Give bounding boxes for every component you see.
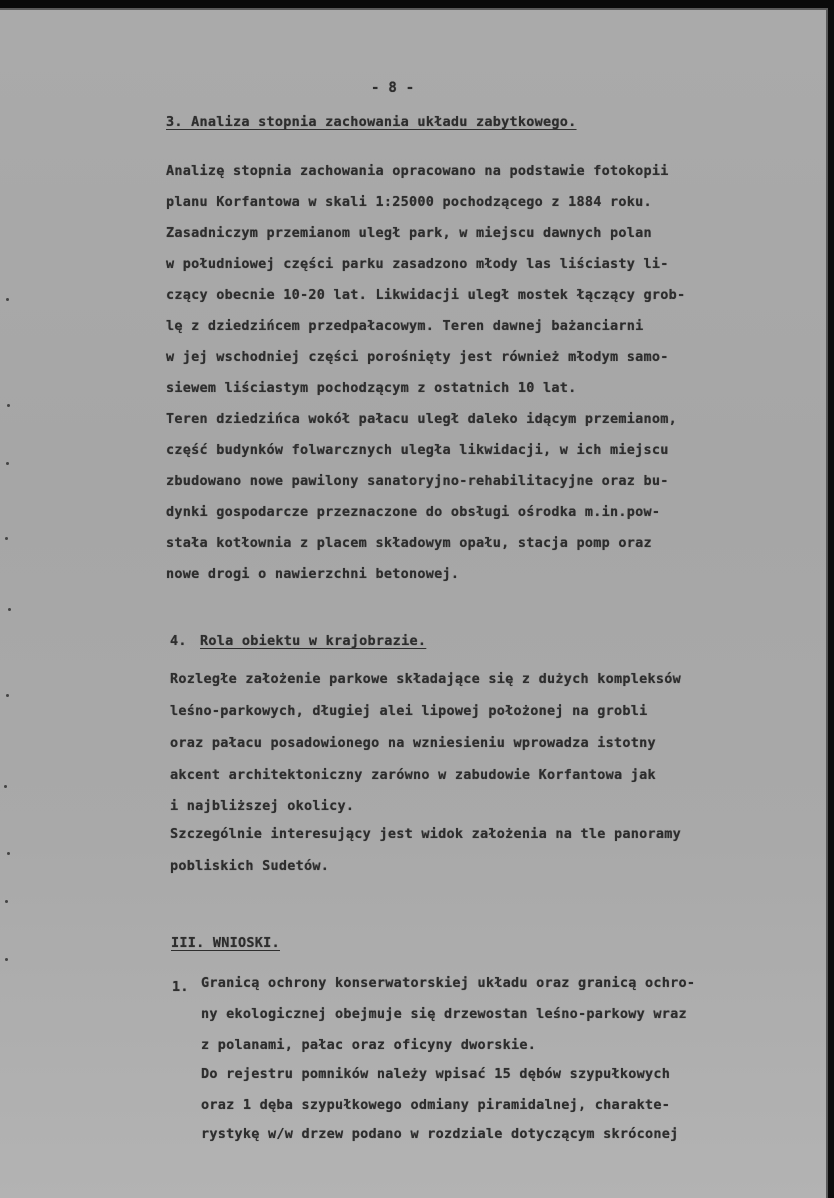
section-3-line: lę z dziedzińcem przedpałacowym. Teren dawnej bażanciarni — [166, 318, 644, 334]
section-3-line: siewem liściastym pochodzącym z ostatnich 10 lat. — [166, 380, 577, 396]
section-4-line: leśno-parkowych, długiej alei lipowej położonej na grobli — [170, 703, 648, 719]
section-3-heading: 3. Analiza stopnia zachowania układu zabytkowego. — [166, 114, 577, 130]
section-4-heading-number: 4. — [170, 633, 187, 649]
margin-mark — [6, 298, 9, 301]
section-3-line: w jej wschodniej części porośnięty jest również młodym samo- — [166, 349, 669, 365]
section-iii-heading: III. WNIOSKI. — [171, 935, 280, 951]
margin-mark — [5, 537, 8, 540]
section-3-line: Analizę stopnia zachowania opracowano na podstawie fotokopii — [166, 163, 669, 179]
section-3-line: Zasadniczym przemianom uległ park, w miejscu dawnych polan — [166, 225, 652, 241]
section-3-line: stała kotłownia z placem składowym opału, stacja pomp oraz — [166, 535, 652, 551]
margin-mark — [5, 958, 8, 961]
margin-mark — [7, 852, 10, 855]
section-3-line: część budynków folwarcznych uległa likwidacji, w ich miejscu — [166, 442, 669, 458]
item-1-number: 1. — [172, 979, 189, 995]
section-3-line: Teren dziedzińca wokół pałacu uległ daleko idącym przemianom, — [166, 411, 678, 427]
margin-mark — [7, 404, 10, 407]
page-number: - 8 - — [371, 80, 415, 96]
section-4-line: Rozległe założenie parkowe składające się z dużych kompleksów — [170, 671, 682, 687]
item-1-line: Do rejestru pomników należy wpisać 15 dębów szypułkowych — [201, 1066, 671, 1082]
margin-mark — [6, 462, 9, 465]
section-4-line: pobliskich Sudetów. — [170, 858, 330, 874]
margin-mark — [8, 608, 11, 611]
section-4-line: oraz pałacu posadowionego na wzniesieniu wprowadza istotny — [170, 735, 656, 751]
section-4-line: Szczególnie interesujący jest widok założenia na tle panoramy — [170, 826, 682, 842]
section-3-line: czący obecnie 10-20 lat. Likwidacji uległ mostek łączący grob- — [166, 287, 686, 303]
margin-mark — [5, 900, 8, 903]
margin-mark — [4, 785, 7, 788]
margin-mark — [6, 694, 9, 697]
section-3-line: w południowej części parku zasadzono młody las liściasty li- — [166, 256, 669, 272]
section-3-line: zbudowano nowe pawilony sanatoryjno-rehabilitacyjne oraz bu- — [166, 473, 669, 489]
section-4-line: akcent architektoniczny zarówno w zabudowie Korfantowa jak — [170, 767, 656, 783]
item-1-line: Granicą ochrony konserwatorskiej układu oraz granicą ochro- — [201, 975, 696, 991]
section-4-heading: Rola obiektu w krajobrazie. — [200, 633, 427, 649]
item-1-line: rystykę w/w drzew podano w rozdziale dotyczącym skróconej — [201, 1126, 679, 1142]
section-3-line: planu Korfantowa w skali 1:25000 pochodzącego z 1884 roku. — [166, 194, 652, 210]
item-1-line: z polanami, pałac oraz oficyny dworskie. — [201, 1037, 537, 1053]
section-4-line: i najbliższej okolicy. — [170, 798, 355, 814]
item-1-line: ny ekologicznej obejmuje się drzewostan leśno-parkowy wraz — [201, 1006, 687, 1022]
item-1-line: oraz 1 dęba szypułkowego odmiany piramidalnej, charakte- — [201, 1097, 671, 1113]
section-3-line: nowe drogi o nawierzchni betonowej. — [166, 566, 460, 582]
section-3-line: dynki gospodarcze przeznaczone do obsługi ośrodka m.in.pow- — [166, 504, 661, 520]
